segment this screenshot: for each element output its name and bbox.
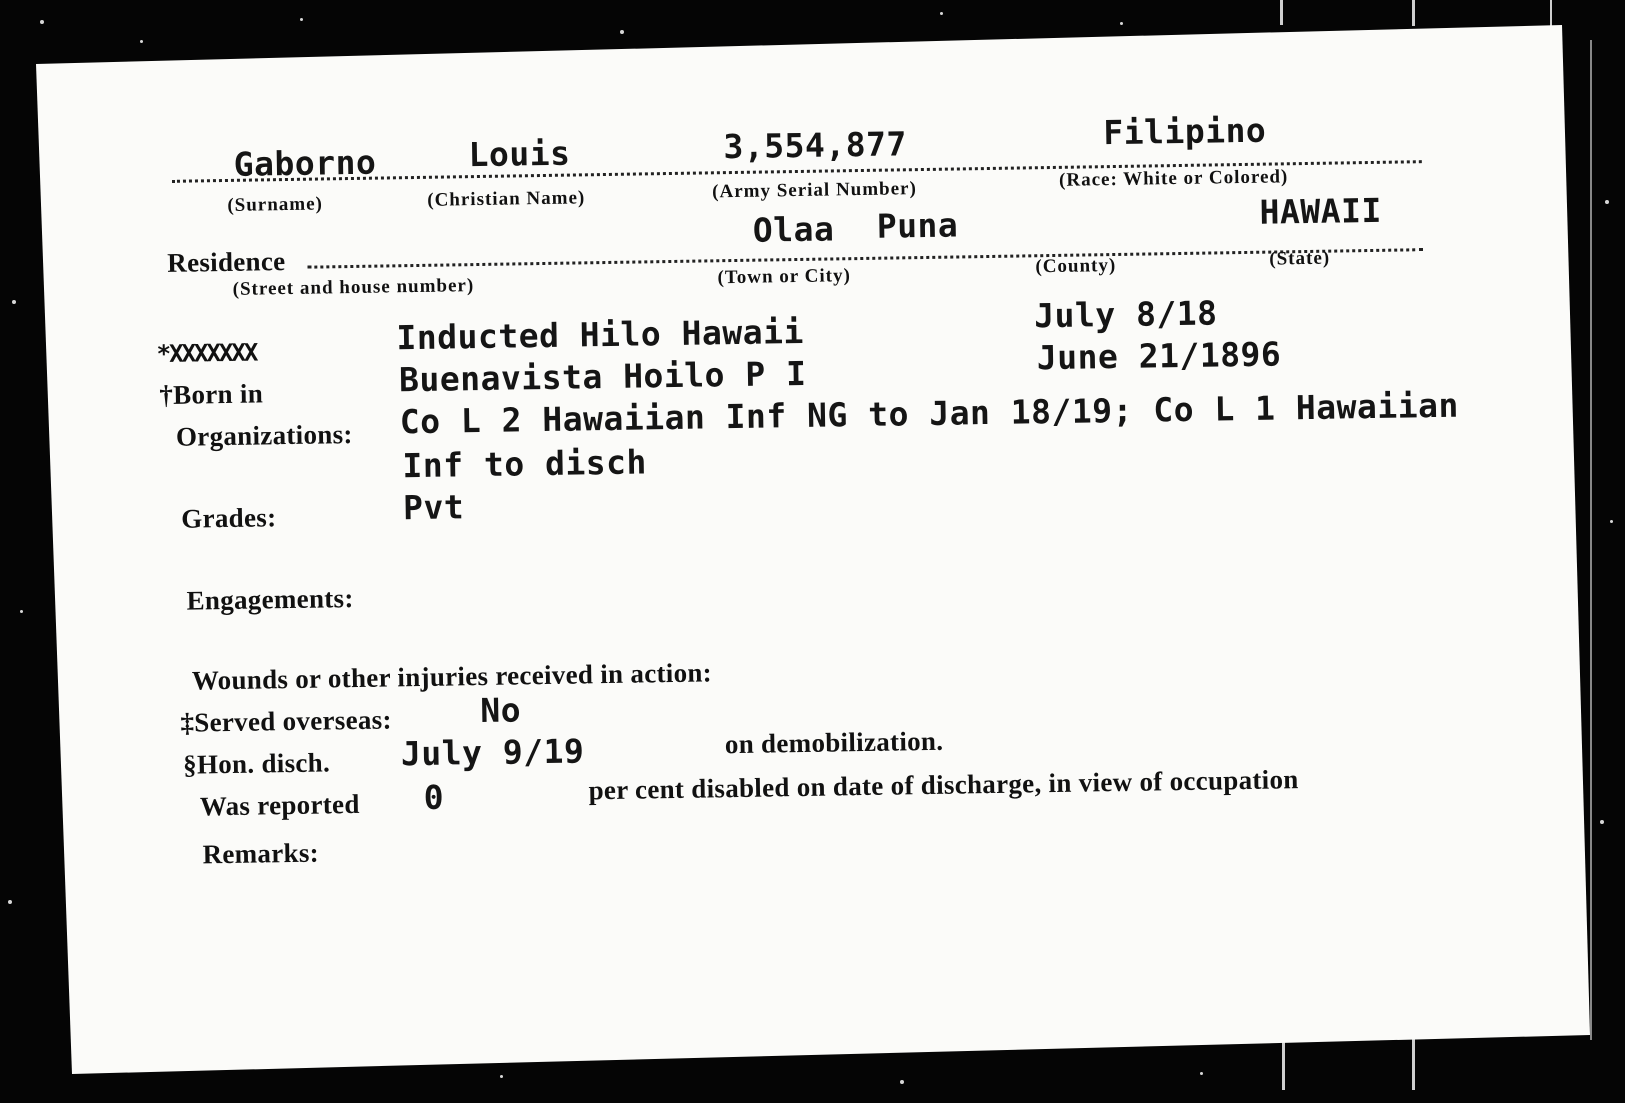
serial-number-value: 3,554,877 xyxy=(723,124,908,167)
inducted-value: Inducted Hilo Hawaii xyxy=(396,311,805,358)
discharge-suffix: on demobilization. xyxy=(724,725,944,760)
county-caption: (County) xyxy=(1035,254,1117,278)
street-caption: (Street and house number) xyxy=(232,275,475,300)
county-value: Puna xyxy=(876,205,959,246)
surname-caption: (Surname) xyxy=(227,193,324,216)
town-value: Olaa xyxy=(752,209,835,250)
discharge-label: §Hon. disch. xyxy=(182,747,331,780)
enlisted-label-struck: *XXXXXXX xyxy=(156,338,257,369)
residence-label: Residence xyxy=(167,246,286,278)
inducted-date: July 8/18 xyxy=(1033,293,1218,336)
organizations-label: Organizations: xyxy=(175,419,353,452)
disabled-percent: 0 xyxy=(423,777,445,817)
disabled-label: Was reported xyxy=(199,788,360,822)
organizations-line-2: Inf to disch xyxy=(402,442,648,486)
residence-dotted-line xyxy=(307,248,1423,269)
served-overseas-value: No xyxy=(480,690,522,731)
discharge-date: July 9/19 xyxy=(400,731,585,774)
served-overseas-label: ‡Served overseas: xyxy=(180,704,392,738)
grades-label: Grades: xyxy=(181,502,277,534)
state-caption: (State) xyxy=(1269,247,1331,270)
christian-name-value: Louis xyxy=(468,133,571,175)
race-value: Filipino xyxy=(1103,110,1267,153)
disabled-suffix: per cent disabled on date of discharge, in view of occupation xyxy=(588,764,1299,806)
born-date: June 21/1896 xyxy=(1036,334,1282,378)
race-caption: (Race: White or Colored) xyxy=(1058,166,1289,191)
engagements-label: Engagements: xyxy=(186,583,354,616)
born-label: †Born in xyxy=(159,378,264,411)
christian-name-caption: (Christian Name) xyxy=(427,187,586,211)
wounds-label: Wounds or other injuries received in action: xyxy=(191,657,713,696)
serial-number-caption: (Army Serial Number) xyxy=(712,178,918,203)
organizations-line-1: Co L 2 Hawaiian Inf NG to Jan 18/19; Co L 1 Hawaiian xyxy=(399,385,1460,442)
born-value: Buenavista Hoilo P I xyxy=(398,353,807,400)
remarks-label: Remarks: xyxy=(202,837,320,870)
state-value: HAWAII xyxy=(1259,190,1383,232)
surname-value: Gaborno xyxy=(233,142,377,184)
town-caption: (Town or City) xyxy=(717,265,852,289)
grades-value: Pvt xyxy=(402,487,465,528)
